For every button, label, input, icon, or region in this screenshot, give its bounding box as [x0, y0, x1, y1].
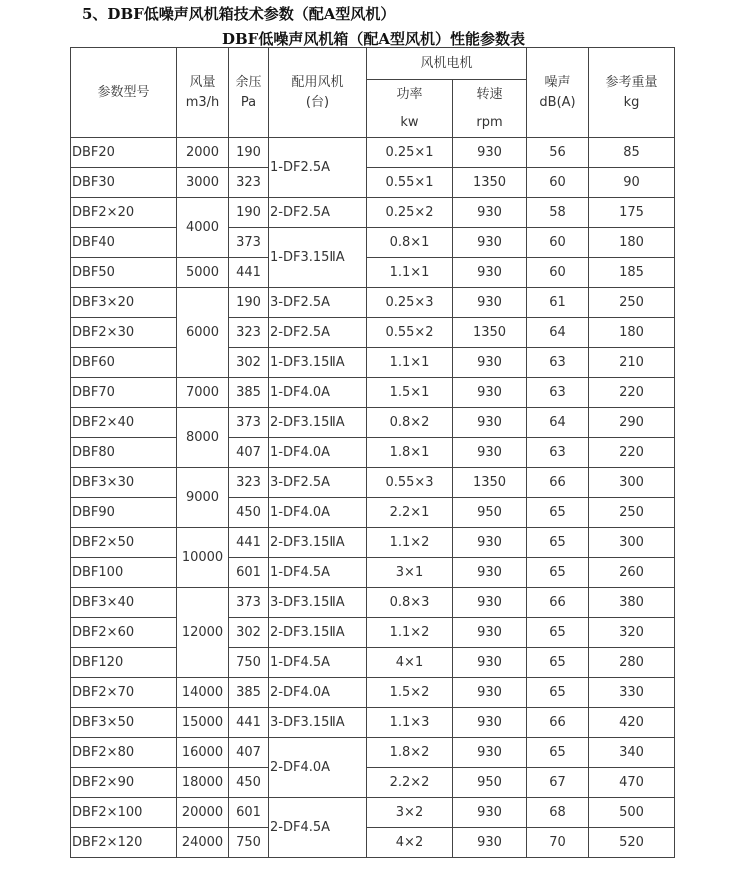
pressure-cell: 190 [229, 288, 269, 318]
weight-cell: 85 [589, 138, 675, 168]
noise-cell: 65 [527, 618, 589, 648]
airflow-cell: 8000 [177, 408, 229, 468]
power-cell: 0.8×3 [367, 588, 453, 618]
fan-cell: 2-DF3.15ⅡA [269, 408, 367, 438]
power-cell: 1.5×2 [367, 678, 453, 708]
header-airflow: 风量 m3/h [177, 48, 229, 138]
model-cell: DBF40 [71, 228, 177, 258]
airflow-cell: 5000 [177, 258, 229, 288]
table-row [71, 768, 675, 798]
speed-cell: 930 [453, 138, 527, 168]
weight-cell: 210 [589, 348, 675, 378]
airflow-cell: 12000 [177, 588, 229, 678]
fan-cell: 2-DF4.0A [269, 738, 367, 798]
power-cell: 3×1 [367, 558, 453, 588]
noise-cell: 63 [527, 438, 589, 468]
airflow-cell: 10000 [177, 528, 229, 588]
speed-cell: 930 [453, 528, 527, 558]
table-row [71, 198, 675, 228]
noise-cell: 66 [527, 468, 589, 498]
table-row [71, 738, 675, 768]
table-row [71, 348, 675, 378]
noise-cell: 65 [527, 528, 589, 558]
pressure-cell: 302 [229, 348, 269, 378]
weight-cell: 300 [589, 528, 675, 558]
fan-cell: 1-DF2.5A [269, 138, 367, 198]
power-cell: 0.8×2 [367, 408, 453, 438]
fan-cell: 2-DF4.5A [269, 798, 367, 858]
fan-cell: 3-DF2.5A [269, 468, 367, 498]
model-cell: DBF3×50 [71, 708, 177, 738]
header-motor: 风机电机 [367, 48, 527, 80]
pressure-cell: 601 [229, 558, 269, 588]
noise-cell: 65 [527, 498, 589, 528]
speed-cell: 930 [453, 648, 527, 678]
speed-cell: 930 [453, 828, 527, 858]
model-cell: DBF120 [71, 648, 177, 678]
table-row [71, 318, 675, 348]
fan-cell: 1-DF4.5A [269, 648, 367, 678]
power-cell: 1.1×3 [367, 708, 453, 738]
power-cell: 0.8×1 [367, 228, 453, 258]
power-cell: 1.8×1 [367, 438, 453, 468]
speed-cell: 930 [453, 678, 527, 708]
power-cell: 0.25×3 [367, 288, 453, 318]
speed-cell: 930 [453, 588, 527, 618]
table-row [71, 468, 675, 498]
power-cell: 0.55×1 [367, 168, 453, 198]
header-speed: 转速 rpm [453, 80, 527, 138]
speed-cell: 930 [453, 288, 527, 318]
pressure-cell: 302 [229, 618, 269, 648]
model-cell: DBF20 [71, 138, 177, 168]
header-model: 参数型号 [71, 48, 177, 138]
power-cell: 2.2×2 [367, 768, 453, 798]
speed-cell: 930 [453, 408, 527, 438]
pressure-cell: 323 [229, 318, 269, 348]
pressure-cell: 750 [229, 648, 269, 678]
speed-cell: 1350 [453, 468, 527, 498]
pressure-cell: 385 [229, 378, 269, 408]
weight-cell: 500 [589, 798, 675, 828]
noise-cell: 70 [527, 828, 589, 858]
model-cell: DBF3×20 [71, 288, 177, 318]
power-cell: 3×2 [367, 798, 453, 828]
header-weight: 参考重量 kg [589, 48, 675, 138]
noise-cell: 65 [527, 558, 589, 588]
fan-cell: 3-DF3.15ⅡA [269, 708, 367, 738]
noise-cell: 63 [527, 378, 589, 408]
power-cell: 0.25×1 [367, 138, 453, 168]
weight-cell: 185 [589, 258, 675, 288]
pressure-cell: 373 [229, 588, 269, 618]
model-cell: DBF2×70 [71, 678, 177, 708]
fan-cell: 1-DF4.5A [269, 558, 367, 588]
pressure-cell: 450 [229, 498, 269, 528]
noise-cell: 56 [527, 138, 589, 168]
pressure-cell: 190 [229, 138, 269, 168]
power-cell: 1.1×1 [367, 258, 453, 288]
power-cell: 1.1×1 [367, 348, 453, 378]
table-row [71, 678, 675, 708]
airflow-cell: 20000 [177, 798, 229, 828]
pressure-cell: 190 [229, 198, 269, 228]
pressure-cell: 407 [229, 438, 269, 468]
table-row [71, 528, 675, 558]
speed-cell: 950 [453, 498, 527, 528]
weight-cell: 220 [589, 378, 675, 408]
table-row [71, 438, 675, 468]
fan-cell: 1-DF4.0A [269, 498, 367, 528]
model-cell: DBF3×40 [71, 588, 177, 618]
table-row [71, 138, 675, 168]
speed-cell: 930 [453, 228, 527, 258]
airflow-cell: 7000 [177, 378, 229, 408]
table-row [71, 558, 675, 588]
header-fan: 配用风机 (台) [269, 48, 367, 138]
model-cell: DBF100 [71, 558, 177, 588]
power-cell: 1.8×2 [367, 738, 453, 768]
model-cell: DBF2×40 [71, 408, 177, 438]
pressure-cell: 373 [229, 228, 269, 258]
pressure-cell: 323 [229, 168, 269, 198]
model-cell: DBF30 [71, 168, 177, 198]
fan-cell: 1-DF3.15ⅡA [269, 228, 367, 288]
speed-cell: 930 [453, 258, 527, 288]
pressure-cell: 450 [229, 768, 269, 798]
model-cell: DBF60 [71, 348, 177, 378]
power-cell: 0.55×2 [367, 318, 453, 348]
model-cell: DBF70 [71, 378, 177, 408]
table-row [71, 228, 675, 258]
fan-cell: 2-DF4.0A [269, 678, 367, 708]
speed-cell: 930 [453, 798, 527, 828]
speed-cell: 1350 [453, 318, 527, 348]
noise-cell: 60 [527, 168, 589, 198]
weight-cell: 175 [589, 198, 675, 228]
fan-cell: 2-DF2.5A [269, 318, 367, 348]
fan-cell: 2-DF3.15ⅡA [269, 618, 367, 648]
fan-cell: 1-DF4.0A [269, 438, 367, 468]
pressure-cell: 750 [229, 828, 269, 858]
table-row [71, 588, 675, 618]
model-cell: DBF2×50 [71, 528, 177, 558]
speed-cell: 930 [453, 348, 527, 378]
model-cell: DBF2×80 [71, 738, 177, 768]
noise-cell: 65 [527, 738, 589, 768]
speed-cell: 950 [453, 768, 527, 798]
table-row [71, 288, 675, 318]
noise-cell: 58 [527, 198, 589, 228]
noise-cell: 63 [527, 348, 589, 378]
weight-cell: 220 [589, 438, 675, 468]
header-noise: 噪声 dB(A) [527, 48, 589, 138]
noise-cell: 65 [527, 648, 589, 678]
table-row [71, 258, 675, 288]
weight-cell: 250 [589, 498, 675, 528]
pressure-cell: 601 [229, 798, 269, 828]
model-cell: DBF2×30 [71, 318, 177, 348]
noise-cell: 64 [527, 318, 589, 348]
speed-cell: 930 [453, 618, 527, 648]
weight-cell: 330 [589, 678, 675, 708]
model-cell: DBF3×30 [71, 468, 177, 498]
table-row [71, 618, 675, 648]
weight-cell: 180 [589, 228, 675, 258]
airflow-cell: 14000 [177, 678, 229, 708]
pressure-cell: 373 [229, 408, 269, 438]
noise-cell: 64 [527, 408, 589, 438]
power-cell: 0.25×2 [367, 198, 453, 228]
table-body [71, 138, 675, 858]
noise-cell: 68 [527, 798, 589, 828]
performance-table [70, 47, 675, 858]
weight-cell: 280 [589, 648, 675, 678]
speed-cell: 930 [453, 558, 527, 588]
header-pressure: 余压 Pa [229, 48, 269, 138]
fan-cell: 3-DF3.15ⅡA [269, 588, 367, 618]
airflow-cell: 18000 [177, 768, 229, 798]
noise-cell: 66 [527, 708, 589, 738]
model-cell: DBF2×100 [71, 798, 177, 828]
power-cell: 1.1×2 [367, 618, 453, 648]
section-heading: 5、DBF低噪声风机箱技术参数（配A型风机） [82, 5, 396, 23]
model-cell: DBF2×90 [71, 768, 177, 798]
noise-cell: 61 [527, 288, 589, 318]
speed-cell: 1350 [453, 168, 527, 198]
weight-cell: 250 [589, 288, 675, 318]
speed-cell: 930 [453, 708, 527, 738]
weight-cell: 320 [589, 618, 675, 648]
weight-cell: 420 [589, 708, 675, 738]
airflow-cell: 3000 [177, 168, 229, 198]
pressure-cell: 441 [229, 708, 269, 738]
model-cell: DBF2×120 [71, 828, 177, 858]
table-row [71, 648, 675, 678]
noise-cell: 65 [527, 678, 589, 708]
table-row [71, 828, 675, 858]
table-row [71, 798, 675, 828]
model-cell: DBF50 [71, 258, 177, 288]
pressure-cell: 441 [229, 528, 269, 558]
airflow-cell: 16000 [177, 738, 229, 768]
airflow-cell: 9000 [177, 468, 229, 528]
weight-cell: 340 [589, 738, 675, 768]
power-cell: 4×2 [367, 828, 453, 858]
model-cell: DBF90 [71, 498, 177, 528]
power-cell: 0.55×3 [367, 468, 453, 498]
pressure-cell: 385 [229, 678, 269, 708]
fan-cell: 2-DF2.5A [269, 198, 367, 228]
fan-cell: 1-DF4.0A [269, 378, 367, 408]
noise-cell: 60 [527, 258, 589, 288]
table-row [71, 708, 675, 738]
airflow-cell: 24000 [177, 828, 229, 858]
table-row [71, 498, 675, 528]
speed-cell: 930 [453, 738, 527, 768]
noise-cell: 66 [527, 588, 589, 618]
fan-cell: 3-DF2.5A [269, 288, 367, 318]
speed-cell: 930 [453, 378, 527, 408]
pressure-cell: 323 [229, 468, 269, 498]
fan-cell: 2-DF3.15ⅡA [269, 528, 367, 558]
weight-cell: 470 [589, 768, 675, 798]
airflow-cell: 6000 [177, 288, 229, 378]
speed-cell: 930 [453, 438, 527, 468]
power-cell: 1.1×2 [367, 528, 453, 558]
weight-cell: 380 [589, 588, 675, 618]
power-cell: 2.2×1 [367, 498, 453, 528]
noise-cell: 67 [527, 768, 589, 798]
weight-cell: 260 [589, 558, 675, 588]
table-row [71, 378, 675, 408]
model-cell: DBF2×20 [71, 198, 177, 228]
speed-cell: 930 [453, 198, 527, 228]
table-row [71, 168, 675, 198]
table-row [71, 408, 675, 438]
noise-cell: 60 [527, 228, 589, 258]
model-cell: DBF80 [71, 438, 177, 468]
power-cell: 1.5×1 [367, 378, 453, 408]
airflow-cell: 2000 [177, 138, 229, 168]
weight-cell: 300 [589, 468, 675, 498]
model-cell: DBF2×60 [71, 618, 177, 648]
airflow-cell: 15000 [177, 708, 229, 738]
pressure-cell: 407 [229, 738, 269, 768]
fan-cell: 1-DF3.15ⅡA [269, 348, 367, 378]
power-cell: 4×1 [367, 648, 453, 678]
table-title: DBF低噪声风机箱（配A型风机）性能参数表 [222, 30, 525, 48]
weight-cell: 180 [589, 318, 675, 348]
weight-cell: 90 [589, 168, 675, 198]
header-power: 功率 kw [367, 80, 453, 138]
weight-cell: 290 [589, 408, 675, 438]
airflow-cell: 4000 [177, 198, 229, 258]
pressure-cell: 441 [229, 258, 269, 288]
weight-cell: 520 [589, 828, 675, 858]
